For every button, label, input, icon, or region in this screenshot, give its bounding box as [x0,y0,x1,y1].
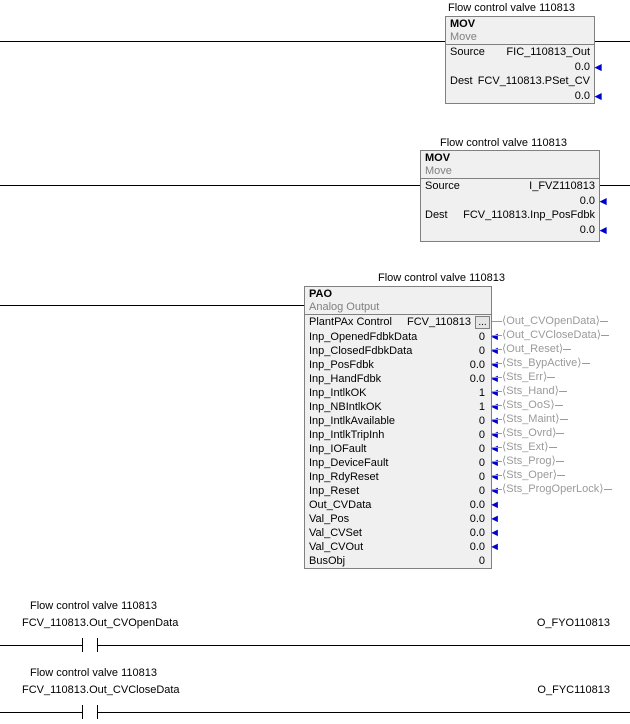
output-lead-line [492,419,502,420]
left-arrow-icon: ◄ [597,223,609,237]
output-lead-line [492,391,502,392]
mov-block-2[interactable] [420,150,609,242]
output-lead-line [492,335,502,336]
pao-param-name: Inp_IOFault [309,443,367,455]
left-arrow-icon: ◄ [489,499,500,511]
pao-param-value: 1 [478,401,485,413]
left-arrow-icon: ◄ [489,387,500,399]
pao-param-value: 0 [478,443,485,455]
pao-param-value: 0.0 [469,373,485,385]
rung-line-2-right [600,185,630,186]
mov-block-2-source-row[interactable] [421,179,599,194]
pao-output-item: ⟨Sts_BypActive⟩ [492,357,590,370]
output-lead-line [492,475,502,476]
pao-output-item: ⟨Sts_Hand⟩ [492,385,567,398]
output-tail-line [563,349,571,350]
pao-param-value: 0.0 [469,541,485,553]
contact-tag-5[interactable]: FCV_110813.Out_CVCloseData [22,684,180,696]
output-lead-line [492,447,502,448]
rung-line-4-right [98,645,630,646]
pao-param-row[interactable] [305,498,500,512]
output-tail-line [556,433,564,434]
pao-block[interactable] [304,286,500,569]
mov-block-1-source-row[interactable] [446,45,594,60]
browse-ellipsis-button[interactable]: ... [475,316,490,329]
pao-param-row[interactable] [305,526,500,540]
output-lead-line [492,349,502,350]
output-lead-line [492,377,502,378]
pao-output-label: Sts_Oper [506,469,553,481]
rung-comment-5: Flow control valve 110813 [30,667,157,679]
pao-block-title: PAO [309,288,333,300]
pao-output-item: ⟨Sts_Maint⟩ [492,413,568,426]
rung-line-3 [0,305,304,306]
left-arrow-icon: ◄ [489,345,500,357]
rung-line-2 [0,185,420,186]
pao-output-label: Sts_Maint [506,413,556,425]
output-lead-line [492,405,502,406]
pao-output-item: ⟨Sts_Oper⟩ [492,469,565,482]
pao-param-value: 0 [478,485,485,497]
output-tail-line [582,363,590,364]
left-arrow-icon: ◄ [489,415,500,427]
pao-control-label: PlantPAx Control [309,316,392,328]
pao-output-label: Out_CVOpenData [506,315,596,327]
left-arrow-icon: ◄ [489,373,500,385]
pao-param-value: 0.0 [469,499,485,511]
mov-block-2-dest-label: Dest [425,209,448,221]
left-arrow-icon: ◄ [489,443,500,455]
pao-param-row[interactable] [305,428,500,442]
left-arrow-icon: ◄ [592,60,604,74]
pao-output-label: Sts_Ovrd [506,427,553,439]
left-arrow-icon: ◄ [489,527,500,539]
mov-block-2-source-value: 0.0 [579,195,595,207]
left-arrow-icon: ◄ [489,359,500,371]
mov-block-2-dest-row[interactable] [421,208,599,223]
pao-param-row[interactable] [305,484,500,498]
pao-param-value: 0 [478,345,485,357]
pao-output-item: ⟨Sts_ProgOperLock⟩ [492,483,612,496]
pao-output-item: ⟨Sts_Ovrd⟩ [492,427,564,440]
pao-param-value: 0 [478,471,485,483]
pao-output-item: ⟨Sts_Prog⟩ [492,455,564,468]
pao-param-value: 0 [478,555,485,567]
pao-control-value[interactable]: FCV_110813 [406,316,471,328]
pao-param-name: Inp_Reset [309,485,360,497]
output-tail-line [600,321,608,322]
pao-output-item: ⟨Sts_OoS⟩ [492,399,563,412]
pao-param-value: 0.0 [469,359,485,371]
output-lead-line [492,461,502,462]
pao-output-item: ⟨Out_CVCloseData⟩ [492,329,609,342]
mov-block-1-subtitle: Move [450,31,477,43]
pao-param-name: Inp_IntlkAvailable [309,415,396,427]
left-arrow-icon: ◄ [489,401,500,413]
mov-block-1-dest-value-row [446,89,604,103]
pao-output-label: Sts_Hand [506,385,555,397]
pao-param-name: Inp_IntlkTripInh [309,429,385,441]
pao-output-label: Sts_Err [506,371,543,383]
contact-tag-4[interactable]: FCV_110813.Out_CVOpenData [22,617,179,629]
pao-param-row[interactable] [305,344,500,358]
pao-param-row[interactable] [305,540,500,554]
output-tail-line [555,405,563,406]
pao-param-row[interactable] [305,512,500,526]
mov-block-2-title: MOV [425,152,451,164]
pao-param-row[interactable] [305,414,500,428]
output-lead-line [492,321,502,322]
rung-line-1 [0,41,445,42]
mov-block-2-source-value-row [421,194,609,208]
mov-block-2-dest-value-row [421,223,609,237]
output-tail-line [549,447,557,448]
rung-comment-mov2: Flow control valve 110813 [440,137,567,149]
pao-output-label: Sts_ProgOperLock [506,483,600,495]
mov-block-1-dest-label: Dest [450,75,473,87]
contact-xic-4[interactable] [82,638,98,652]
pao-output-label: Out_CVCloseData [506,329,597,341]
contact-xic-5[interactable] [82,705,98,719]
pao-param-row[interactable] [305,400,500,414]
rung-comment-4: Flow control valve 110813 [30,600,157,612]
output-tail-line [601,335,609,336]
pao-param-row[interactable] [305,554,491,568]
contact-bar-left [82,705,83,719]
output-tail-line [559,391,567,392]
pao-output-item: ⟨Out_CVOpenData⟩ [492,315,608,328]
left-arrow-icon: ◄ [489,485,500,497]
mov-block-1-dest-row[interactable] [446,74,594,89]
output-lead-line [492,489,502,490]
rung-comment-mov1: Flow control valve 110813 [448,2,575,14]
pao-param-name: Out_CVData [309,499,372,511]
pao-output-label: Sts_Prog [506,455,552,467]
output-lead-line [492,363,502,364]
rung-line-4-left [0,645,82,646]
left-arrow-icon: ◄ [489,457,500,469]
left-arrow-icon: ◄ [489,513,500,525]
mov-block-1-title: MOV [450,18,476,30]
pao-param-name: Inp_NBIntlkOK [309,401,382,413]
output-tail-line [604,489,612,490]
left-arrow-icon: ◄ [489,429,500,441]
output-tail-line [556,461,564,462]
coil-tag-4[interactable]: O_FYO110813 [536,617,610,629]
mov-block-2-source-label: Source [425,180,460,192]
mov-block-1-dest-value: 0.0 [574,90,590,102]
pao-param-name: Inp_RdyReset [309,471,379,483]
pao-output-label: Out_Reset [506,343,559,355]
pao-param-row[interactable] [305,456,500,470]
pao-param-value: 0.0 [469,527,485,539]
pao-param-value: 0 [478,415,485,427]
pao-param-value: 0.0 [469,513,485,525]
output-tail-line [557,475,565,476]
coil-tag-5[interactable]: O_FYC110813 [537,684,610,696]
pao-param-name: Inp_OpenedFdbkData [309,331,418,343]
pao-control-row[interactable] [305,315,491,330]
pao-param-name: Val_Pos [309,513,350,525]
pao-param-name: Inp_IntlkOK [309,387,367,399]
contact-bar-left [82,638,83,652]
pao-param-name: Inp_ClosedFdbkData [309,345,413,357]
pao-param-name: Val_CVOut [309,541,364,553]
pao-param-row[interactable] [305,330,500,344]
pao-param-row[interactable] [305,372,500,386]
left-arrow-icon: ◄ [592,89,604,103]
mov-block-2-dest-operand[interactable]: FCV_110813.Inp_PosFdbk [463,209,595,221]
rung-line-5-left [0,712,82,713]
mov-block-1-dest-operand[interactable]: FCV_110813.PSet_CV [477,75,590,87]
left-arrow-icon: ◄ [489,471,500,483]
pao-param-value: 1 [478,387,485,399]
pao-param-name: Inp_PosFdbk [309,359,374,371]
pao-block-subtitle: Analog Output [309,301,380,313]
pao-param-name: Inp_DeviceFault [309,457,389,469]
pao-param-row[interactable] [305,442,500,456]
pao-param-value: 0 [478,429,485,441]
pao-param-name: BusObj [309,555,346,567]
pao-param-name: Val_CVSet [309,527,362,539]
mov-block-1-source-label: Source [450,46,485,58]
left-arrow-icon: ◄ [489,541,500,553]
pao-param-row[interactable] [305,386,500,400]
mov-block-1-source-value-row [446,60,604,74]
pao-output-item: ⟨Sts_Ext⟩ [492,441,557,454]
rung-line-1-right [595,41,630,42]
pao-output-item: ⟨Sts_Err⟩ [492,371,555,384]
left-arrow-icon: ◄ [597,194,609,208]
mov-block-2-dest-value: 0.0 [579,224,595,236]
output-tail-line [547,377,555,378]
rung-line-5-right [98,712,630,713]
mov-block-1-source-value: 0.0 [574,61,590,73]
left-arrow-icon: ◄ [489,331,500,343]
pao-param-row[interactable] [305,358,500,372]
pao-param-value: 0 [478,457,485,469]
pao-output-label: Sts_BypActive [506,357,578,369]
pao-output-label: Sts_Ext [506,441,545,453]
pao-param-name: Inp_HandFdbk [309,373,382,385]
output-tail-line [560,419,568,420]
rung-comment-pao: Flow control valve 110813 [378,272,505,284]
pao-output-label: Sts_OoS [506,399,551,411]
mov-block-2-source-operand[interactable]: I_FVZ110813 [529,180,595,192]
pao-param-value: 0 [478,331,485,343]
mov-block-1[interactable] [445,16,604,104]
output-lead-line [492,433,502,434]
mov-block-1-source-operand[interactable]: FIC_110813_Out [506,46,590,58]
mov-block-2-subtitle: Move [425,165,452,177]
pao-output-item: ⟨Out_Reset⟩ [492,343,571,356]
pao-param-row[interactable] [305,470,500,484]
